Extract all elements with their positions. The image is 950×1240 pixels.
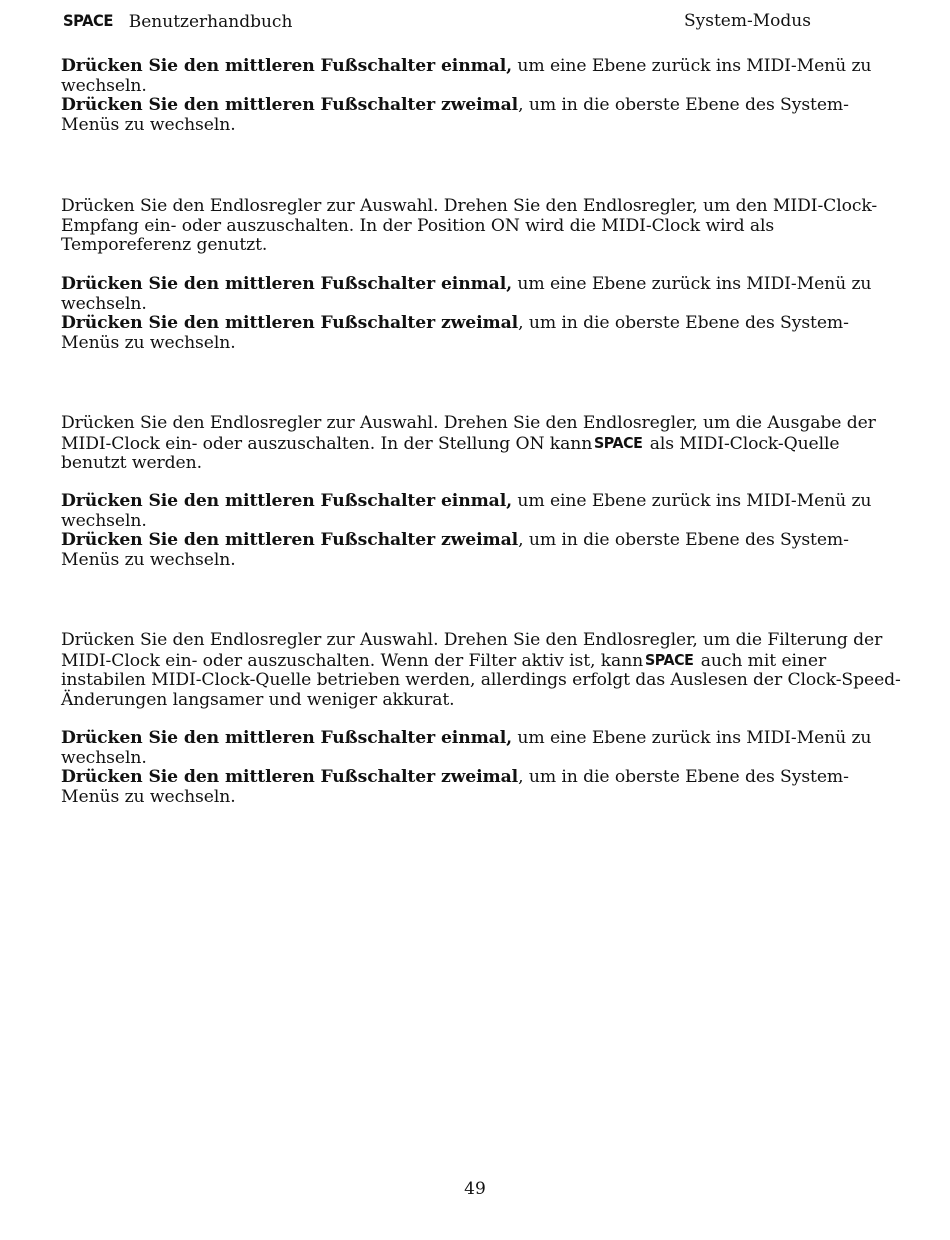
clock-receive-paragraph: Drücken Sie den Endlosregler zur Auswahl. Drehen Sie den Endlosregler, um den MIDI-Clock-Empfang ein- oder auszuschalten. In der Position ON wird die MIDI-Clock wird als Temporeferenz genutzt. xyxy=(61,196,878,255)
nav-twice-text: , um in die oberste Ebene des System-Menüs zu wechseln. xyxy=(61,95,849,135)
header-left xyxy=(63,10,292,33)
nav-twice-text: , um in die oberste Ebene des System-Menüs zu wechseln. xyxy=(61,313,849,353)
clock-filter-paragraph xyxy=(61,631,901,710)
nav-twice-text: , um in die oberste Ebene des System-Menüs zu wechseln. xyxy=(61,767,849,807)
nav-once-bold: Drücken Sie den mittleren Fußschalter einmal, xyxy=(61,728,513,748)
nav-twice-text: , um in die oberste Ebene des System-Menüs zu wechseln. xyxy=(61,530,849,570)
header-title: Benutzerhandbuch xyxy=(128,12,293,32)
nav-once-bold: Drücken Sie den mittleren Fußschalter einmal, xyxy=(61,274,513,294)
space-logo: SPACE xyxy=(594,433,643,452)
nav-twice-bold: Drücken Sie den mittleren Fußschalter zweimal xyxy=(61,530,519,550)
clock-filter-text-after: auch mit einer instabilen MIDI-Clock-Quelle betrieben werden, allerdings erfolgt das Auslesen der Clock-Speed-Änderungen langsamer und weniger akkurat. xyxy=(61,650,901,710)
nav-once-bold: Drücken Sie den mittleren Fußschalter einmal, xyxy=(61,491,513,511)
nav-once-text: um eine Ebene zurück ins MIDI-Menü zu wechseln. xyxy=(61,728,872,768)
clock-send-paragraph xyxy=(61,414,901,474)
clock-filter-text-before: Drücken Sie den Endlosregler zur Auswahl. Drehen Sie den Endlosregler, um die Filterung der MIDI-Clock ein- oder auszuschalten. Wenn der Filter aktiv ist, kann xyxy=(61,630,883,671)
nav-once-bold: Drücken Sie den mittleren Fußschalter einmal, xyxy=(61,56,513,76)
nav-once-text: um eine Ebene zurück ins MIDI-Menü zu wechseln. xyxy=(61,491,872,531)
nav-twice-bold: Drücken Sie den mittleren Fußschalter zweimal xyxy=(61,313,519,333)
page-header xyxy=(63,10,910,32)
page-number: 49 xyxy=(464,1179,486,1199)
nav-instructions-2 xyxy=(61,275,901,353)
nav-instructions-3 xyxy=(61,492,901,570)
nav-twice-bold: Drücken Sie den mittleren Fußschalter zweimal xyxy=(61,95,519,115)
nav-twice-bold: Drücken Sie den mittleren Fußschalter zweimal xyxy=(61,767,519,787)
space-logo: SPACE xyxy=(63,11,113,30)
nav-once-text: um eine Ebene zurück ins MIDI-Menü zu wechseln. xyxy=(61,56,872,96)
space-logo: SPACE xyxy=(645,650,694,669)
nav-instructions-1 xyxy=(61,57,901,135)
header-section: System-Modus xyxy=(684,11,811,31)
clock-send-text-before: Drücken Sie den Endlosregler zur Auswahl. Drehen Sie den Endlosregler, um die Ausgabe der MIDI-Clock ein- oder auszuschalten. In der Stellung ON kann xyxy=(61,413,876,454)
nav-once-text: um eine Ebene zurück ins MIDI-Menü zu wechseln. xyxy=(61,274,872,314)
clock-send-text-after: als MIDI-Clock-Quelle benutzt werden. xyxy=(61,433,840,473)
nav-instructions-4 xyxy=(61,729,901,807)
